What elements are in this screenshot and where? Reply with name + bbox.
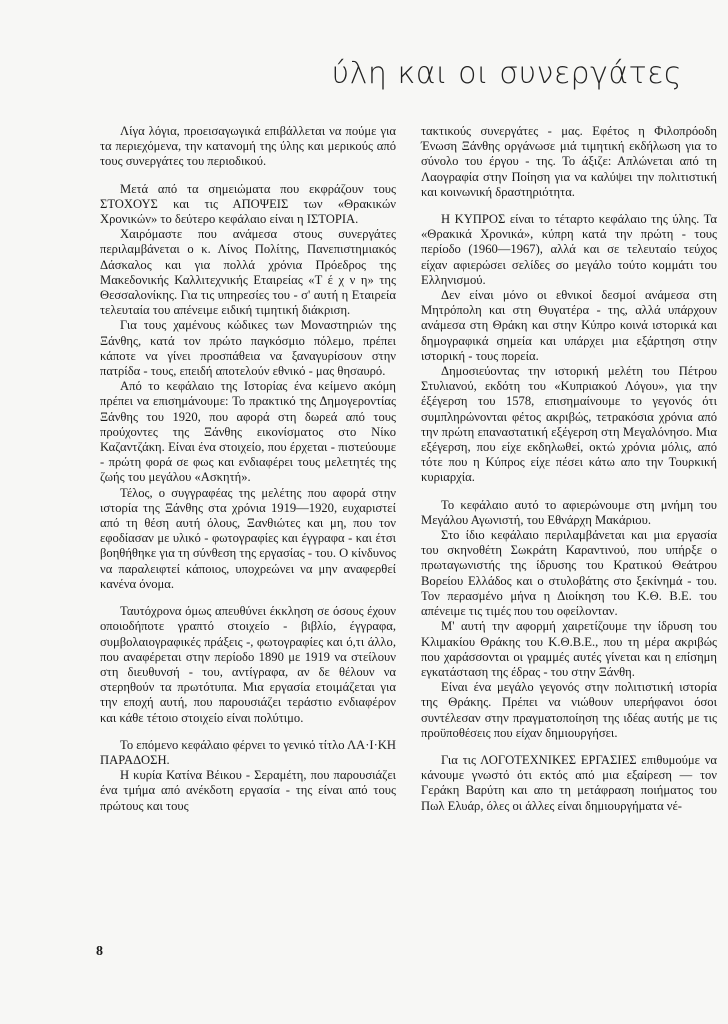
paragraph: Στο ίδιο κεφάλαιο περιλαμβάνεται και μια εργασία του σκηνοθέτη Σωκράτη Καραντινού, που υπήρξε ο πρωταγωνιστής της ίδρυσης του Κρατικού Θεάτρου Βορείου Ελλάδος και ο στυλοβάτης στο ξεκίνημά - του. Τον περασμένο μήνα η Διοίκηση του Κ.Θ. Β.Ε. του απένειμε τις τιμές που του οφείλονταν.	[421, 528, 717, 619]
paragraph: Είναι ένα μεγάλο γεγονός στην πολιτιστική ιστορία της Θράκης. Πρέπει να νιώθουν υπερήφανοι όσοι συντέλεσαν στην πραγματοποίηση της ιδέας αυτής με τις προϋποθέσεις που είχαν δημιουργήσει.	[421, 680, 717, 740]
paragraph: Το κεφάλαιο αυτό το αφιερώνουμε στη μνήμη του Μεγάλου Αγωνιστή, του Εθνάρχη Μακάριου.	[421, 497, 717, 527]
paragraph: Το επόμενο κεφάλαιο φέρνει το γενικό τίτλο ΛΑ·Ι·ΚΗ ΠΑΡΑΔΟΣΗ.	[100, 737, 396, 767]
paragraph: Η ΚΥΠΡΟΣ είναι το τέταρτο κεφάλαιο της ύλης. Τα «Θρακικά Χρονικά», κύπρη κατά την πρώτη - τους περίοδο (1960—1967), αλλά και σε τελευταίο τεύχος είχαν αφιερώσει σελίδες σο μεγάλο τούτο κομμάτι του Ελληνισμού.	[421, 212, 717, 287]
page-heading: ύλη και οι συνεργάτες	[331, 56, 682, 91]
paragraph: Για τους χαμένους κώδικες των Μοναστηριών της Ξάνθης, κατά τον πρώτο παγκόσμιο πόλεμο, πρέπει κάποτε να γίνει προσπάθεια να ξαναγυρίσουν στην πατρίδα - τους, επειδή αποτελούν εθνικό - μας θησαυρό.	[100, 318, 396, 379]
paragraph: Δημοσιεύοντας την ιστορική μελέτη του Πέτρου Στυλιανού, εκδότη του «Κυπριακού Λόγου», για την έξέγερση του 1578, επισημαίνουμε το γεγονός ότι συμπληρώνονται φέτος ακριβώς, τετρακόσια χρόνια από την πρώτη επαναστατική εξέγερση στη Μεγαλόνησο. Μια εξέγερση, που είχε εκδηλωθεί, οκτώ χρόνια μόλις, από τότε που η Κύπρος είχε πέσει κάτω απο την Τουρκική κυριαρχία.	[421, 364, 717, 485]
paragraph: Ταυτόχρονα όμως απευθύνει έκκληση σε όσους έχουν οποιοδήποτε γραπτό στοιχείο - βιβλίο, έγγραφα, συμβολαιογραφικές πράξεις -, φωτογραφίες και ό,τι άλλο, που αναφέρεται στην περίοδο 1890 με 1919 να στείλουν στη διευθυνσή - του, αντίγραφα, αν δε θέλουν να στερηθούν τα πρωτότυπα. Μια εργασία ετοιμάζεται για την εποχή αυτή, που παρουσιάζει τεράστιο ενδιαφέρον και κάθε τέτοιο στοιχείο είναι πολύτιμο.	[100, 604, 396, 725]
paragraph: Μ' αυτή την αφορμή χαιρετίζουμε την ίδρυση του Κλιμακίου Θράκης του Κ.Θ.Β.Ε., που τη μέρα ακριβώς που χαράσσονται οι γραμμές αυτές γίνεται και η επίσημη εγκατάσταση της έδρας - του στην Ξάνθη.	[421, 619, 717, 679]
paragraph: Λίγα λόγια, προεισαγωγικά επιβάλλεται να πούμε για τα περιεχόμενα, την κατανομή της ύλης και μερικούς από τους συνεργάτες του περιοδικού.	[100, 124, 396, 169]
left-column	[100, 124, 396, 814]
page-number: 8	[96, 944, 103, 959]
paragraph: Από το κεφάλαιο της Ιστορίας ένα κείμενο ακόμη πρέπει να επισημάνουμε: Το πρακτικό της Δημογεροντίας Ξάνθης του 1920, που αφορά στη δωρεά από τους πρoύχοντες της Ξάνθης εικονίσματος στο Νίκο Καζαντζάκη. Είναι ένα στοιχείο, που έρχεται - πιστεύουμε - πρώτη φορά σε φως και ενδιαφέρει τους μελετητές της ζωής του μεγάλου «Ασκητή».	[100, 379, 396, 485]
paragraph: Μετά από τα σημειώματα που εκφράζουν τους ΣΤΟΧΟΥΣ και τις ΑΠΟΨΕΙΣ των «Θρακικών Χρονικών» το δεύτερο κεφάλαιο είναι η ΙΣΤΟΡΙΑ.	[100, 181, 396, 227]
right-column	[421, 124, 717, 814]
paragraph: Χαιρόμαστε που ανάμεσα στους συνεργάτες περιλαμβάνεται ο κ. Λίνος Πολίτης, Πανεπιστημιακός Δάσκαλος και για πολλά χρόνια Πρόεδρος της Μακεδονικής Καλλιτεχνικής Εταιρείας «Τ έ χ ν η» της Θεσσαλονίκης. Για τις υπηρεσίες του - σ' αυτή η Εταιρεία τελευταία του απένειμε ειδική τιμητική διάκριση.	[100, 227, 396, 318]
paragraph: Η κυρία Κατίνα Βέικου - Σεραμέτη, που παρουσιάζει ένα τμήμα από ανέκδοτη εργασία - της είναι από τους πρώτους και τους	[100, 768, 396, 813]
paragraph: τακτικούς συνεργάτες - μας. Εφέτος η Φιλοπρόοδη Ένωση Ξάνθης οργάνωσε μιά τιμητική εκδήλωση για το σύνολο του έργου - της. Το άξιζε: Απλώνεται από τη Λαογραφία στην Ποίηση για να καλύψει την πολιτιστική και κοινωνική δραστηριότητα.	[421, 124, 717, 199]
paragraph: Δεν είναι μόνο οι εθνικοί δεσμοί ανάμεσα στη Μητρόπολη και στη Θυγατέρα - της, αλλά υπάρχουν ανάμεσα στη Θράκη και στην Κύπρο κοινά ιστορικά και δημογραφικά σημεία και υπάρχει μια εξάρτηση στην ιστορική - τους πορεία.	[421, 288, 717, 363]
paragraph: Τέλος, ο συγγραφέας της μελέτης που αφορά στην ιστορία της Ξάνθης στα χρόνια 1919—1920, ευχαριστεί από τη θέση αυτή όλους, Ξανθιώτες και μη, που τον εφοδίασαν με υλικό - φωτογραφίες και έγγραφα - και έτσι βοηθήθηκε για τη σύνθεση της εργασίας - του. Ο κίνδυνος να παραλειφτεί κάποιος, υποχρεώνει να μην αναφερθεί κανένα όνομα.	[100, 485, 396, 591]
paragraph: Για τις ΛΟΓΟΤΕΧΝΙΚΕΣ ΕΡΓΑΣΙΕΣ επιθυμούμε να κάνουμε γνωστό ότι εκτός από μια εξαίρεση — τον Γεράκη Βαρύτη και απο τη μετάφραση ποιήματος του Πωλ Ελυάρ, όλες οι άλλες είναι δημιουργήματα νέ-	[421, 752, 717, 813]
